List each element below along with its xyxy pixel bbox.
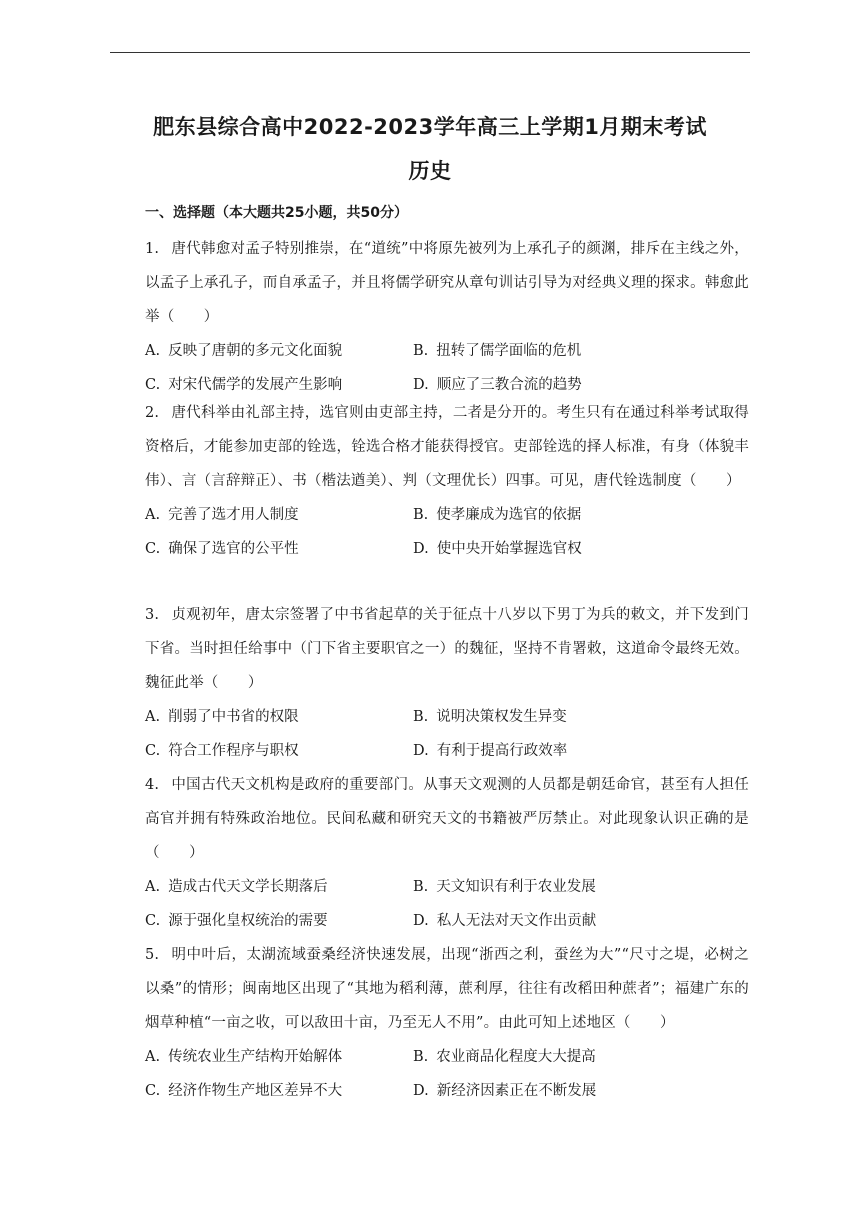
option-c[interactable]: C. 符合工作程序与职权 [145,743,299,759]
option-d[interactable]: D. 有利于提高行政效率 [413,743,568,759]
option-row [145,334,749,368]
question-stem [145,396,749,498]
question-5 [145,938,749,1108]
question-text: 中国古代天文机构是政府的重要部门。从事天文观测的人员都是朝廷命官，甚至有人担任高官并拥有特殊政治地位。民间私藏和研究天文的书籍被严厉禁止。对此现象认识正确的是（ ） [145,777,749,861]
option-d[interactable]: D. 私人无法对天文作出贡献 [413,913,597,929]
option-row [145,1040,749,1074]
question-2 [145,396,749,566]
question-text: 贞观初年，唐太宗签署了中书省起草的关于征点十八岁以下男丁为兵的敕文，并下发到门下省。当时担任给事中（门下省主要职官之一）的魏征，坚持不肯署敕，这道命令最终无效。魏征此举（ ） [145,607,749,691]
question-number: 5. [145,947,160,963]
question-stem [145,598,749,700]
option-b[interactable]: B. 说明决策权发生异变 [413,709,567,725]
question-text: 明中叶后，太湖流域蚕桑经济快速发展，出现“浙西之利，蚕丝为大”“尺寸之堤，必树之以桑”的情形；闽南地区出现了“其地为稻利薄，蔗利厚，往往有改稻田种蔗者”；福建广东的烟草种植“一亩之收，可以敌田十亩，乃至无人不用”。由此可知上述地区（ ） [145,947,749,1031]
question-number: 1. [145,241,160,257]
option-row [145,498,749,532]
option-b[interactable]: B. 使孝廉成为选官的依据 [413,507,582,523]
option-b[interactable]: B. 扭转了儒学面临的危机 [413,343,582,359]
option-c[interactable]: C. 确保了选官的公平性 [145,541,299,557]
question-stem [145,768,749,870]
question-4 [145,768,749,938]
question-1 [145,232,749,402]
question-3 [145,598,749,768]
question-stem [145,938,749,1040]
question-number: 4. [145,777,160,793]
question-number: 2. [145,405,160,421]
option-a[interactable]: A. 造成古代天文学长期落后 [145,879,328,895]
option-c[interactable]: C. 源于强化皇权统治的需要 [145,913,328,929]
option-c[interactable]: C. 经济作物生产地区差异不大 [145,1083,343,1099]
option-row [145,904,749,938]
option-d[interactable]: D. 新经济因素正在不断发展 [413,1083,597,1099]
option-a[interactable]: A. 反映了唐朝的多元文化面貌 [145,343,343,359]
option-a[interactable]: A. 传统农业生产结构开始解体 [145,1049,343,1065]
option-row [145,532,749,566]
question-text: 唐代科举由礼部主持，选官则由吏部主持，二者是分开的。考生只有在通过科举考试取得资格后，才能参加吏部的铨选，铨选合格才能获得授官。吏部铨选的择人标准，有身（体貌丰伟）、言（言辞辩正）、书（楷法遒美）、判（文理优长）四事。可见，唐代铨选制度（ ） [145,405,749,489]
option-a[interactable]: A. 完善了选才用人制度 [145,507,299,523]
question-stem [145,232,749,334]
option-row [145,700,749,734]
option-b[interactable]: B. 农业商品化程度大大提高 [413,1049,596,1065]
option-b[interactable]: B. 天文知识有利于农业发展 [413,879,596,895]
exam-subject: 历史 [408,159,452,183]
option-d[interactable]: D. 使中央开始掌握选官权 [413,541,582,557]
question-number: 3. [145,607,160,623]
option-d[interactable]: D. 顺应了三教合流的趋势 [413,377,582,393]
option-a[interactable]: A. 削弱了中书省的权限 [145,709,299,725]
option-row [145,734,749,768]
option-c[interactable]: C. 对宋代儒学的发展产生影响 [145,377,343,393]
section-heading: 一、选择题（本大题共25小题，共50分） [145,205,408,221]
header-rule [110,52,750,53]
option-row [145,1074,749,1108]
question-text: 唐代韩愈对孟子特别推崇，在“道统”中将原先被列为上承孔子的颜渊，排斥在主线之外，以孟子上承孔子，而自承孟子，并且将儒学研究从章句训诂引导为对经典义理的探求。韩愈此举（ ） [145,241,749,325]
option-row [145,870,749,904]
exam-title: 肥东县综合高中2022-2023学年高三上学期1月期末考试 [153,115,707,139]
